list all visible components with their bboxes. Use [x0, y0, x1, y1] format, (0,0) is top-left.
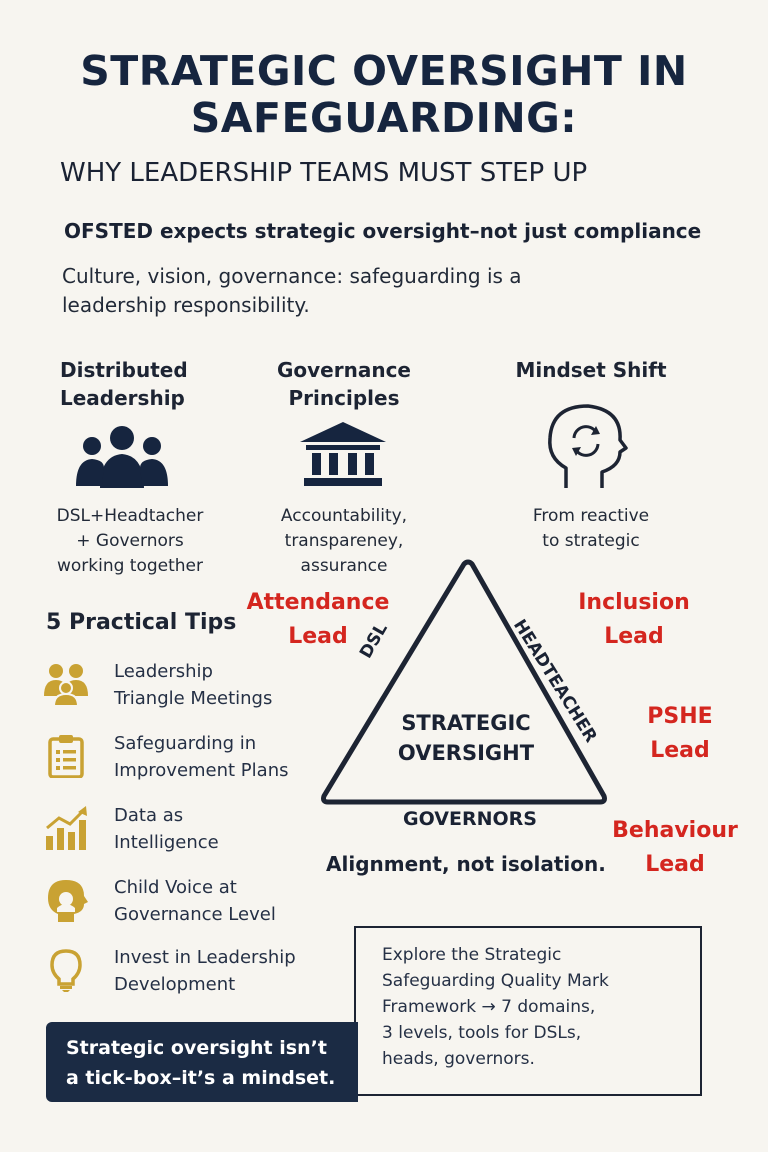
callout-line: Explore the Strategic	[382, 945, 562, 965]
tips-heading: 5 Practical Tips	[46, 610, 237, 635]
callout-line: 3 levels, tools for DSLs,	[382, 1023, 582, 1043]
triangle-center-line: OVERSIGHT	[397, 741, 535, 765]
tip-line: Improvement Plans	[114, 760, 289, 781]
triangle-bottom-governors: GOVERNORS	[403, 808, 537, 830]
pillar-desc-line: From reactive	[532, 506, 650, 526]
tip-label	[114, 802, 219, 856]
pillar-desc-line: transpareney,	[284, 531, 404, 551]
pillar-title-line: Distributed	[60, 358, 188, 382]
lead-line: Lead	[604, 624, 664, 649]
page-title	[0, 48, 768, 142]
tip-line: Invest in Leadership	[114, 947, 296, 968]
tip-line: Development	[114, 974, 236, 995]
triangle-side-headteacher: HEADTEACHER	[509, 616, 601, 747]
triangle-center-line: STRATEGIC	[401, 711, 531, 735]
callout-line: heads, governors.	[382, 1049, 535, 1069]
child-head-icon	[44, 878, 88, 922]
tip-item	[44, 944, 334, 1000]
banner-line: a tick-box–it’s a mindset.	[66, 1067, 336, 1089]
pillar-distributed-desc	[36, 504, 224, 579]
tip-label	[114, 730, 288, 784]
tip-line: Safeguarding in	[114, 733, 257, 754]
pillar-title-line: Governance	[276, 358, 411, 382]
triangle-center	[366, 708, 566, 768]
pillar-desc-line: assurance	[300, 556, 388, 576]
pillar-desc-line: DSL+Headtacher	[56, 506, 204, 526]
callout-line: Framework → 7 domains,	[382, 997, 596, 1017]
pillar-desc-line: Accountability,	[280, 506, 408, 526]
tip-label	[114, 658, 272, 712]
tip-line: Governance Level	[114, 904, 276, 925]
tip-line: Leadership	[114, 661, 213, 682]
pillar-desc-line: + Governors	[76, 531, 184, 551]
tip-label	[114, 874, 276, 928]
banner-line: Strategic oversight isn’t	[66, 1037, 327, 1059]
tip-item	[44, 658, 334, 714]
lead-line: Lead	[645, 852, 705, 877]
tip-item	[44, 802, 334, 858]
title-line-2: SAFEGUARDING:	[190, 94, 578, 142]
pillar-title-line: Principles	[288, 386, 400, 410]
lead-line: PSHE	[647, 704, 713, 729]
tip-item	[44, 874, 334, 930]
tip-line: Child Voice at	[114, 877, 237, 898]
pshe-lead-label	[630, 700, 730, 768]
pillar-title-line: Mindset Shift	[515, 358, 667, 382]
culture-line-1: Culture, vision, governance: safeguarding is a	[62, 264, 522, 288]
building-columns-icon	[298, 420, 388, 488]
lightbulb-icon	[44, 948, 88, 992]
callout-line: Safeguarding Quality Mark	[382, 971, 609, 991]
bar-chart-icon	[44, 806, 88, 850]
lead-line: Attendance	[246, 590, 390, 615]
pillar-governance-title	[256, 356, 432, 412]
lead-line: Inclusion	[578, 590, 690, 615]
title-line-1: STRATEGIC OVERSIGHT IN	[80, 47, 688, 95]
tip-label	[114, 944, 296, 998]
tip-line: Triangle Meetings	[114, 688, 273, 709]
pillar-title-line: Leadership	[60, 386, 185, 410]
triangle-side-dsl: DSL	[356, 619, 392, 662]
people-group-icon	[74, 424, 170, 488]
pillar-desc-line: working together	[56, 556, 204, 576]
subtitle: WHY LEADERSHIP TEAMS MUST STEP UP	[60, 158, 588, 188]
tip-item	[44, 730, 334, 786]
alignment-tagline: Alignment, not isolation.	[326, 852, 606, 876]
clipboard-list-icon	[44, 734, 88, 778]
pillar-desc-line: to strategic	[542, 531, 640, 551]
head-cycle-icon	[540, 402, 632, 492]
behaviour-lead-label	[600, 814, 750, 882]
pillar-mindset-desc	[496, 504, 686, 554]
tip-line: Intelligence	[114, 832, 219, 853]
leadership-triangle	[318, 558, 614, 808]
culture-line-2: leadership responsibility.	[62, 293, 310, 317]
team-meeting-icon	[44, 662, 88, 706]
framework-callout	[354, 926, 702, 1096]
lead-line: Behaviour	[612, 818, 738, 843]
tip-line: Data as	[114, 805, 184, 826]
pillar-distributed-title	[60, 356, 200, 412]
mindset-banner	[46, 1022, 358, 1102]
ofsted-statement: OFSTED expects strategic oversight–not just compliance	[64, 219, 702, 243]
lead-line: Lead	[288, 624, 348, 649]
lead-line: Lead	[650, 738, 710, 763]
pillar-mindset-title	[496, 356, 686, 384]
culture-statement	[62, 262, 622, 320]
